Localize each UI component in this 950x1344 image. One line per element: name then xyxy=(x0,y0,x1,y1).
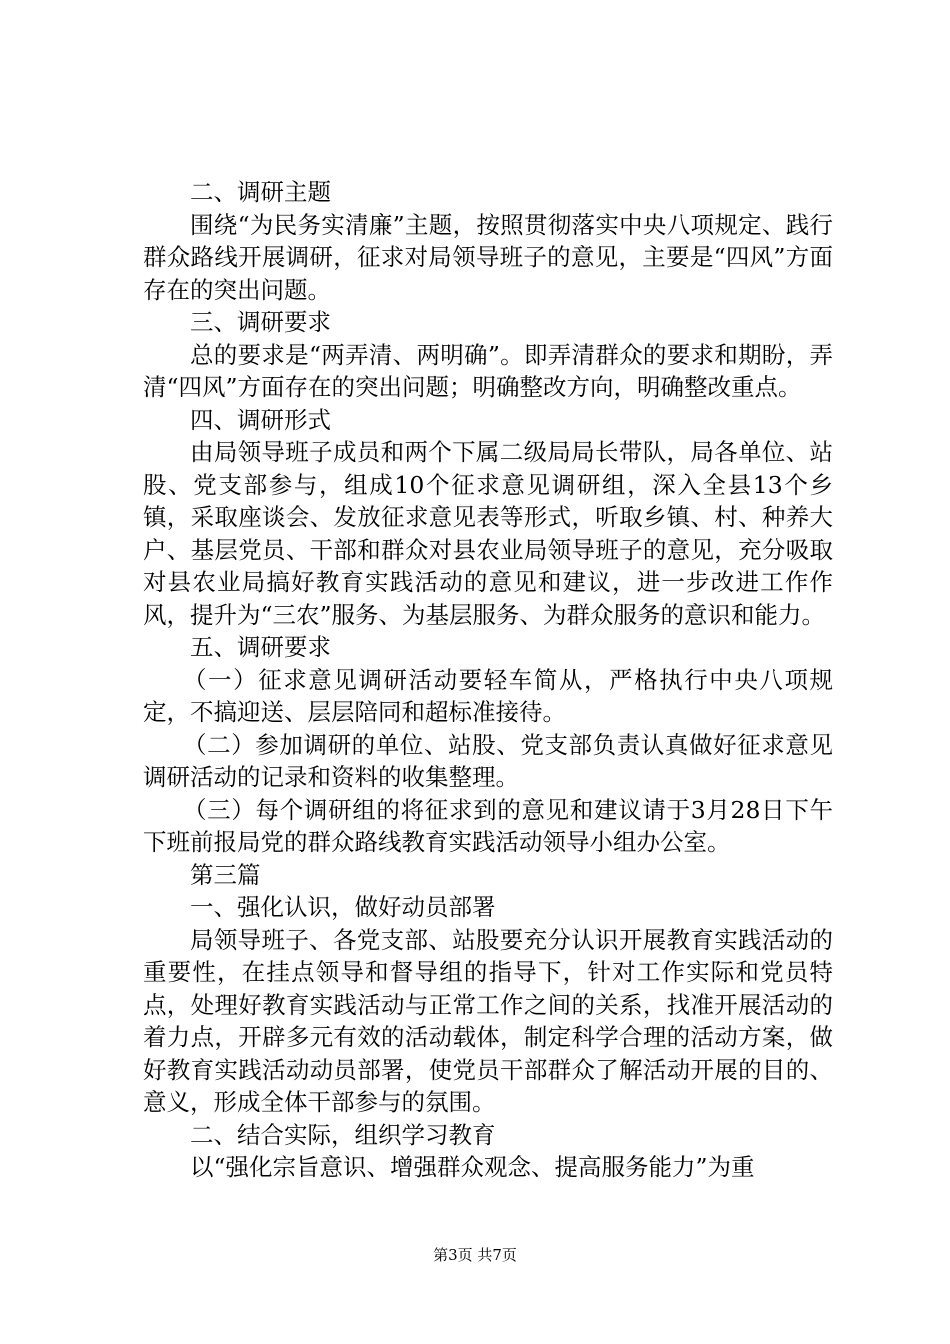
paragraph: 以“强化宗旨意识、增强群众观念、提高服务能力”为重 xyxy=(190,1153,755,1181)
section-heading: 三、调研要求 xyxy=(190,308,331,336)
section-heading: 四、调研形式 xyxy=(190,405,331,434)
numbered-paragraph: （三）每个调研组的将征求到的意见和建议请于3月28日下午下班前报局党的群众路线教育实践活动领导小组办公室。 xyxy=(143,795,833,856)
part-title: 第三篇 xyxy=(190,860,261,889)
section-heading: 一、强化认识，做好动员部署 xyxy=(190,893,496,921)
section-heading: 二、结合实际，组织学习教育 xyxy=(190,1120,496,1149)
paragraph: 局领导班子、各党支部、站股要充分认识开展教育实践活动的重要性，在挂点领导和督导组的指导下，针对工作实际和党员特点，处理好教育实践活动与正常工作之间的关系，找准开展活动的着力点，开辟多元有效的活动载体，制定科学合理的活动方案，做好教育实践活动动员部署，使党员干部群众了解活动开展的目的、意义，形成全体干部参与的氛围。 xyxy=(143,925,833,1116)
section-heading: 五、调研要求 xyxy=(190,633,331,661)
numbered-paragraph: （二）参加调研的单位、站股、党支部负责认真做好征求意见调研活动的记录和资料的收集整理。 xyxy=(143,730,833,791)
section-heading: 二、调研主题 xyxy=(190,178,331,206)
page-number: 第3页 共7页 xyxy=(433,1246,517,1264)
document-body xyxy=(143,176,833,1184)
paragraph: 围绕“为民务实清廉”主题，按照贯彻落实中央八项规定、践行群众路线开展调研，征求对局领导班子的意见，主要是“四风”方面存在的突出问题。 xyxy=(143,210,833,304)
page-footer xyxy=(0,1244,950,1265)
paragraph: 总的要求是“两弄清、两明确”。即弄清群众的要求和期盼，弄清“四风”方面存在的突出问题；明确整改方向，明确整改重点。 xyxy=(143,340,833,401)
paragraph: 由局领导班子成员和两个下属二级局局长带队，局各单位、站股、党支部参与，组成10个征求意见调研组，深入全县13个乡镇，采取座谈会、发放征求意见表等形式，听取乡镇、村、种养大户、基层党员、干部和群众对县农业局领导班子的意见，充分吸取对县农业局搞好教育实践活动的意见和建议，进一步改进工作作风，提升为“三农”服务、为基层服务、为群众服务的意识和能力。 xyxy=(143,438,833,629)
numbered-paragraph: （一）征求意见调研活动要轻车简从，严格执行中央八项规定，不搞迎送、层层陪同和超标准接待。 xyxy=(143,665,833,726)
